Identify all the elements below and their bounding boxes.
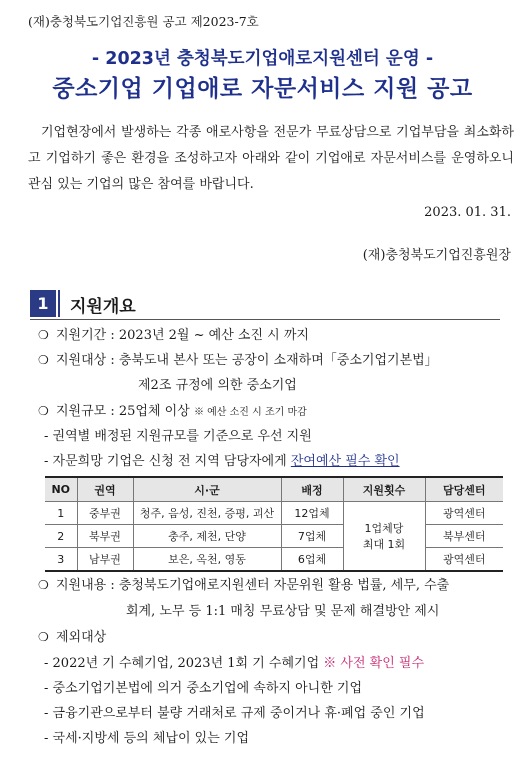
item-content xyxy=(38,574,449,593)
exclusion-1-text: - 2022년 기 수혜기업, 2023년 1회 기 수혜기업 xyxy=(44,656,320,671)
cell-region: 남부권 xyxy=(77,548,133,572)
exclusion-1 xyxy=(44,652,424,671)
region-allocation-table xyxy=(45,476,503,572)
circle-bullet-icon: ❍ xyxy=(38,630,49,644)
item-exclusion-title: 제외대상 xyxy=(56,630,107,645)
intro-paragraph: 기업현장에서 발생하는 각종 애로사항을 전문가 무료상담으로 기업부담을 최소화하고 기업하기 좋은 환경을 조성하고자 아래와 같이 기업애로 자문서비스를 운영하오니 관심 있는 기업의 많은 참여를 바랍니다. xyxy=(28,125,514,192)
cell-cities: 청주, 음성, 진천, 증평, 괴산 xyxy=(133,502,281,525)
item-period-text: 지원기간 : 2023년 2월 ~ 예산 소진 시 까지 xyxy=(56,328,309,343)
exclusion-4: - 국세·지방세 등의 체납이 있는 기업 xyxy=(44,731,249,746)
table-row xyxy=(45,548,503,572)
exclusion-2: - 중소기업기본법에 의거 중소기업에 속하지 아니한 기업 xyxy=(44,681,363,696)
header-frequency: 지원횟수 xyxy=(343,477,425,502)
cell-center: 광역센터 xyxy=(425,548,503,572)
item-target xyxy=(38,349,438,368)
notice-date: 2023. 01. 31. xyxy=(424,205,511,220)
table-row xyxy=(45,525,503,548)
item-target-text: 지원대상 : 충북도내 본사 또는 공장이 소재하며「중소기업기본법」 xyxy=(56,353,438,368)
scale-detail-2-text: - 자문희망 기업은 신청 전 지역 담당자에게 xyxy=(44,454,287,469)
cell-center: 광역센터 xyxy=(425,502,503,525)
header-center: 담당센터 xyxy=(425,477,503,502)
item-content-text: 지원내용 : 충청북도기업애로지원센터 자문위원 활용 법률, 세무, 수출 xyxy=(56,578,450,593)
cell-cities: 충주, 제천, 단양 xyxy=(133,525,281,548)
cell-allocation: 6업체 xyxy=(281,548,343,572)
header-allocation: 배정 xyxy=(281,477,343,502)
frequency-line-1: 1업체당 xyxy=(364,522,404,535)
scale-detail-2 xyxy=(44,450,400,469)
circle-bullet-icon: ❍ xyxy=(38,404,49,418)
cell-no: 3 xyxy=(45,548,77,572)
exclusion-3: - 금융기관으로부터 불량 거래처로 규제 중이거나 휴·폐업 중인 기업 xyxy=(44,706,425,721)
item-scale xyxy=(38,400,307,419)
notice-number: (재)충청북도기업진흥원 공고 제2023-7호 xyxy=(28,14,259,29)
document-title: 중소기업 기업애로 자문서비스 지원 공고 xyxy=(52,76,473,102)
frequency-line-2: 최대 1회 xyxy=(362,538,406,551)
header-region: 권역 xyxy=(77,477,133,502)
scale-detail-1: - 권역별 배정된 지원규모를 기준으로 우선 지원 xyxy=(44,429,312,444)
section-underline xyxy=(30,319,500,320)
circle-bullet-icon: ❍ xyxy=(38,353,49,367)
circle-bullet-icon: ❍ xyxy=(38,328,49,342)
table-row xyxy=(45,502,503,525)
cell-allocation: 7업체 xyxy=(281,525,343,548)
header-cities: 시·군 xyxy=(133,477,281,502)
item-scale-text: 지원규모 : 25업체 이상 xyxy=(56,404,190,419)
item-target-continued: 제2조 규정에 의한 중소기업 xyxy=(138,378,297,393)
section-number-badge: 1 xyxy=(30,290,56,317)
cell-region: 북부권 xyxy=(77,525,133,548)
item-period xyxy=(38,324,309,343)
cell-region: 중부권 xyxy=(77,502,133,525)
section-divider xyxy=(58,290,60,317)
remaining-budget-link: 잔여예산 필수 확인 xyxy=(290,454,400,469)
item-exclusion xyxy=(38,626,106,645)
item-content-continued: 회계, 노무 등 1:1 매칭 무료상담 및 문제 해결방안 제시 xyxy=(126,604,440,619)
document-subtitle: - 2023년 충청북도기업애로지원센터 운영 - xyxy=(91,49,434,69)
item-scale-note: ※ 예산 소진 시 조기 마감 xyxy=(193,407,307,418)
circle-bullet-icon: ❍ xyxy=(38,578,49,592)
exclusion-1-note: ※ 사전 확인 필수 xyxy=(323,656,425,671)
header-no: NO xyxy=(45,477,77,502)
issuer-name: (재)충청북도기업진흥원장 xyxy=(362,248,511,263)
cell-cities: 보은, 옥천, 영동 xyxy=(133,548,281,572)
cell-no: 1 xyxy=(45,502,77,525)
table-header-row xyxy=(45,477,503,502)
cell-no: 2 xyxy=(45,525,77,548)
cell-allocation: 12업체 xyxy=(281,502,343,525)
cell-center: 북부센터 xyxy=(425,525,503,548)
section-title: 지원개요 xyxy=(70,297,136,317)
cell-frequency xyxy=(343,502,425,572)
